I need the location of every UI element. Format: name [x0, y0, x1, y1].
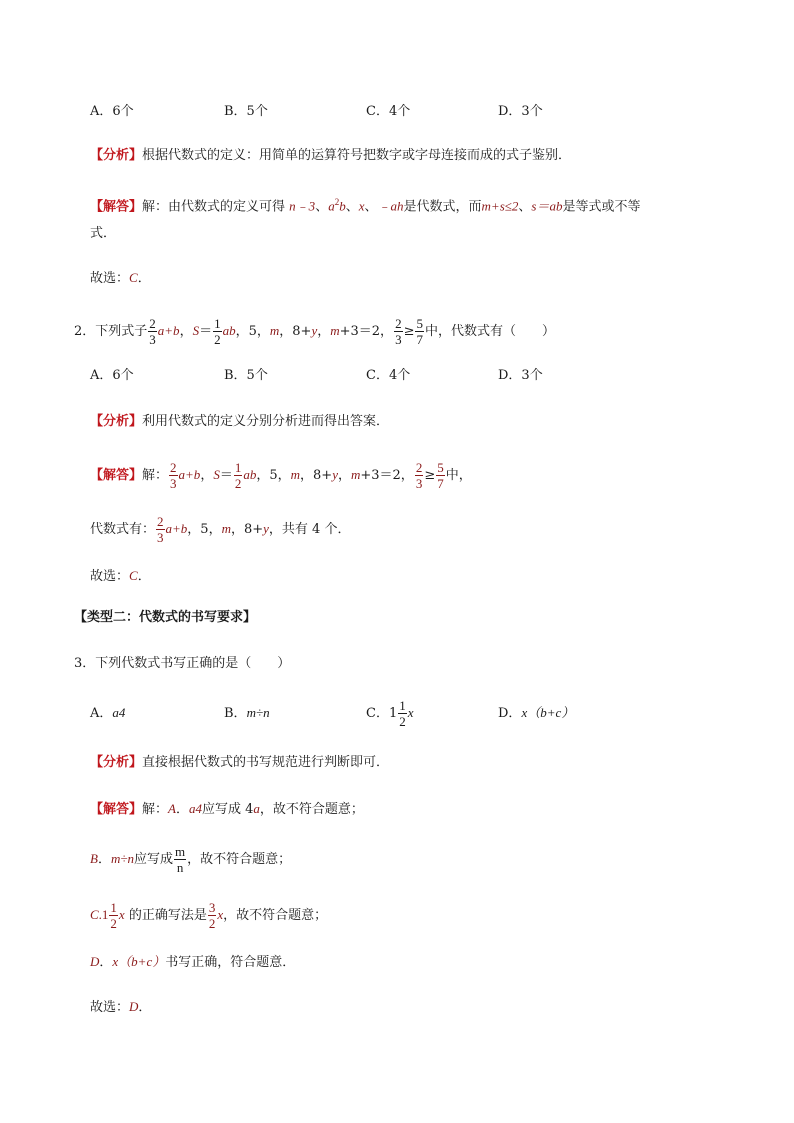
q3-stem: 3．下列代数式书写正确的是（ ） — [74, 656, 291, 671]
fraction: $\frac{1}{2}$ — [399, 698, 406, 729]
fraction: $\frac{1}{2}$ — [234, 460, 242, 491]
q1-choose: 故选：C． — [90, 270, 151, 286]
q2-choose: 故选：C． — [90, 568, 151, 584]
q2-option-a: A．6个 — [90, 368, 134, 383]
fraction: $\frac{1}{2}$ — [214, 316, 221, 347]
q1-analysis: 【分析】根据代数式的定义：用简单的运算符号把数字或字母连接而成的式子鉴别． — [90, 148, 572, 163]
q3-option-d: D．x（b+c） — [498, 705, 575, 721]
fraction: $\frac{2}{3}$ — [157, 514, 164, 545]
q2-list: 代数式有： $\frac{2}{3}$ a+b，5，m，8+y，共有 4 个． — [90, 514, 351, 545]
q1-option-a: A．6个 — [90, 104, 134, 119]
fraction: $\frac{5}{7}$ — [437, 460, 444, 491]
q3-answer-c: C.1 $\frac{1}{2}$ x 的正确写法是 $\frac{3}{2}$ x，故不符合题意； — [90, 900, 328, 931]
answer-tag: 【解答】 — [90, 802, 143, 817]
fraction: $\frac{2}{3}$ — [395, 316, 402, 347]
fraction: $\frac{2}{3}$ — [170, 460, 177, 491]
q1-option-b: B．5个 — [224, 104, 268, 119]
fraction: $\frac{5}{7}$ — [416, 316, 423, 347]
analysis-tag: 【分析】 — [90, 148, 143, 163]
q3-option-b: B．m÷n — [224, 705, 270, 721]
analysis-tag: 【分析】 — [90, 755, 143, 770]
q1-option-d: D．3个 — [498, 104, 543, 119]
q2-option-b: B．5个 — [224, 368, 268, 383]
fraction: $\frac{3}{2}$ — [208, 900, 216, 931]
q3-option-a: A．a4 — [90, 705, 126, 721]
fraction: $\frac{2}{3}$ — [415, 460, 423, 491]
answer-tag: 【解答】 — [90, 199, 143, 215]
q1-answer-cont: 式． — [90, 226, 117, 241]
q1-option-c: C．4个 — [366, 104, 411, 119]
answer-tag: 【解答】 — [90, 468, 143, 483]
q3-option-c: C．1 $\frac{1}{2}$ x — [366, 698, 414, 729]
fraction: $\frac{m}{n}$ — [175, 844, 186, 875]
analysis-tag: 【分析】 — [90, 414, 143, 429]
fraction: $\frac{2}{3}$ — [149, 316, 156, 347]
q3-analysis: 【分析】直接根据代数式的书写规范进行判断即可． — [90, 755, 390, 770]
q2-option-d: D．3个 — [498, 368, 543, 383]
q2-answer: 【解答】解： $\frac{2}{3}$ a+b，S＝ $\frac{1}{2}$ ab，5，m，8+y，m+3＝2， $\frac{2}{3}$ ≥ $\frac{5}{7}$ 中， — [90, 460, 472, 491]
q3-choose: 故选：D． — [90, 999, 152, 1015]
q3-answer-d: D．x（b+c）书写正确，符合题意． — [90, 954, 296, 970]
fraction: $\frac{1}{2}$ — [110, 900, 117, 931]
q3-answer-b: B．m÷n应写成 $\frac{m}{n}$ ，故不符合题意； — [90, 844, 292, 875]
q2-analysis: 【分析】利用代数式的定义分别分析进而得出答案． — [90, 414, 390, 429]
q2-option-c: C．4个 — [366, 368, 411, 383]
q1-answer: 【解答】解：由代数式的定义可得 n﹣3、$a^2b$、x、﹣ah是代数式，而m+s≤2、s＝ab是等式或不等 — [90, 197, 641, 215]
q2-stem: 2．下列式子 $\frac{2}{3}$ a+b，S＝ $\frac{1}{2}$ ab，5，m，8+y，m+3＝2， $\frac{2}{3}$ ≥ $\frac{5}{7}$ 中，代数式有（ ） — [74, 316, 555, 347]
q3-answer: 【解答】解：A．a4应写成 4a，故不符合题意； — [90, 801, 364, 817]
section-title: 【类型二：代数式的书写要求】 — [74, 610, 257, 625]
